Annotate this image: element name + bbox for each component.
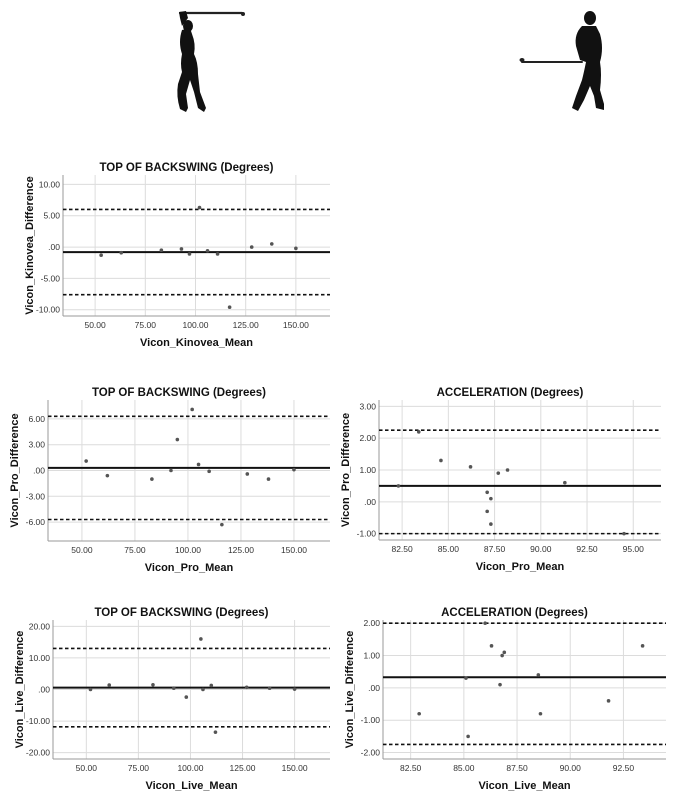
data-point [500, 654, 504, 658]
x-tick-label: 50.00 [71, 545, 93, 555]
data-point [607, 699, 611, 703]
chart-title: TOP OF BACKSWING (Degrees) [99, 162, 274, 174]
y-tick-label: .00 [364, 496, 376, 507]
x-tick-label: 125.00 [232, 320, 259, 330]
chart-title: TOP OF BACKSWING (Degrees) [91, 387, 267, 399]
data-point [641, 644, 645, 648]
x-tick-label: 50.00 [75, 763, 97, 773]
x-axis-label: Vicon_Kinovea_Mean [140, 337, 253, 349]
y-tick-label: 1.00 [363, 650, 380, 661]
x-tick-label: 75.00 [134, 320, 156, 330]
y-tick-label: 1.00 [359, 465, 376, 475]
y-axis-label: Vicon_Pro_Difference [340, 412, 352, 528]
y-tick-label: 20.00 [28, 621, 50, 632]
y-axis-label: Vicon_Live_Difference [344, 630, 356, 749]
x-tick-label: 90.00 [530, 544, 552, 554]
y-tick-label: -6.00 [25, 517, 45, 528]
x-tick-label: 100.00 [182, 320, 209, 330]
data-point [466, 735, 470, 739]
y-tick-label: 10.00 [38, 179, 60, 190]
y-tick-label: -10.00 [25, 716, 50, 727]
data-point [483, 621, 487, 625]
x-tick-label: 75.00 [124, 545, 146, 555]
data-point [417, 712, 421, 716]
y-tick-label: 2.00 [363, 618, 380, 629]
y-tick-label: -2.00 [360, 747, 380, 758]
x-tick-label: 150.00 [281, 763, 308, 773]
x-tick-label: 85.00 [437, 544, 459, 554]
y-tick-label: -5.00 [40, 273, 60, 284]
y-axis-label: Vicon_Live_Difference [14, 630, 26, 749]
x-tick-label: 75.00 [127, 763, 150, 773]
y-tick-label: 3.00 [359, 401, 376, 412]
x-axis-label: Vicon_Live_Mean [478, 780, 571, 792]
x-tick-label: 82.50 [391, 544, 413, 554]
y-tick-label: -3.00 [25, 491, 45, 502]
x-tick-label: 87.50 [506, 763, 528, 773]
data-point [498, 683, 502, 687]
y-tick-label: .00 [48, 242, 60, 253]
y-axis-label: Vicon_Kinovea_Difference [24, 176, 36, 315]
x-axis-label: Vicon_Pro_Mean [144, 562, 234, 574]
x-tick-label: 150.00 [282, 320, 309, 330]
y-tick-label: -20.00 [25, 747, 50, 758]
y-tick-label: 6.00 [28, 413, 45, 424]
y-tick-label: -1.00 [360, 715, 380, 726]
y-tick-label: 3.00 [28, 439, 45, 450]
data-point [537, 673, 541, 677]
chart-title: ACCELERATION (Degrees) [436, 387, 584, 399]
x-tick-label: 50.00 [84, 320, 106, 330]
y-tick-label: 2.00 [359, 433, 376, 444]
x-tick-label: 100.00 [177, 763, 204, 773]
y-tick-label: 5.00 [43, 210, 60, 221]
data-point [464, 676, 468, 680]
y-axis-label: Vicon_Pro_Difference [9, 413, 21, 528]
y-tick-label: .00 [33, 465, 45, 476]
x-axis-label: Vicon_Pro_Mean [475, 561, 565, 573]
x-tick-label: 87.50 [483, 544, 506, 554]
y-tick-label: 10.00 [28, 652, 50, 663]
x-tick-label: 90.00 [559, 763, 581, 773]
x-tick-label: 85.00 [453, 763, 475, 773]
x-tick-label: 150.00 [280, 545, 307, 555]
x-tick-label: 125.00 [227, 545, 254, 555]
y-tick-label: .00 [38, 684, 50, 695]
x-tick-label: 92.50 [576, 544, 598, 554]
chart-title: TOP OF BACKSWING (Degrees) [94, 607, 269, 619]
x-tick-label: 92.50 [612, 763, 635, 773]
x-axis-label: Vicon_Live_Mean [145, 780, 238, 792]
x-tick-label: 125.00 [229, 763, 256, 773]
y-tick-label: .00 [368, 682, 380, 693]
x-tick-label: 82.50 [400, 763, 422, 773]
x-tick-label: 95.00 [622, 544, 644, 554]
data-point [539, 712, 543, 716]
data-point [490, 644, 494, 648]
data-point [502, 651, 506, 655]
x-tick-label: 100.00 [174, 545, 201, 555]
y-tick-label: -1.00 [356, 528, 376, 539]
chart-title: ACCELERATION (Degrees) [441, 607, 588, 619]
y-tick-label: -10.00 [35, 304, 60, 315]
